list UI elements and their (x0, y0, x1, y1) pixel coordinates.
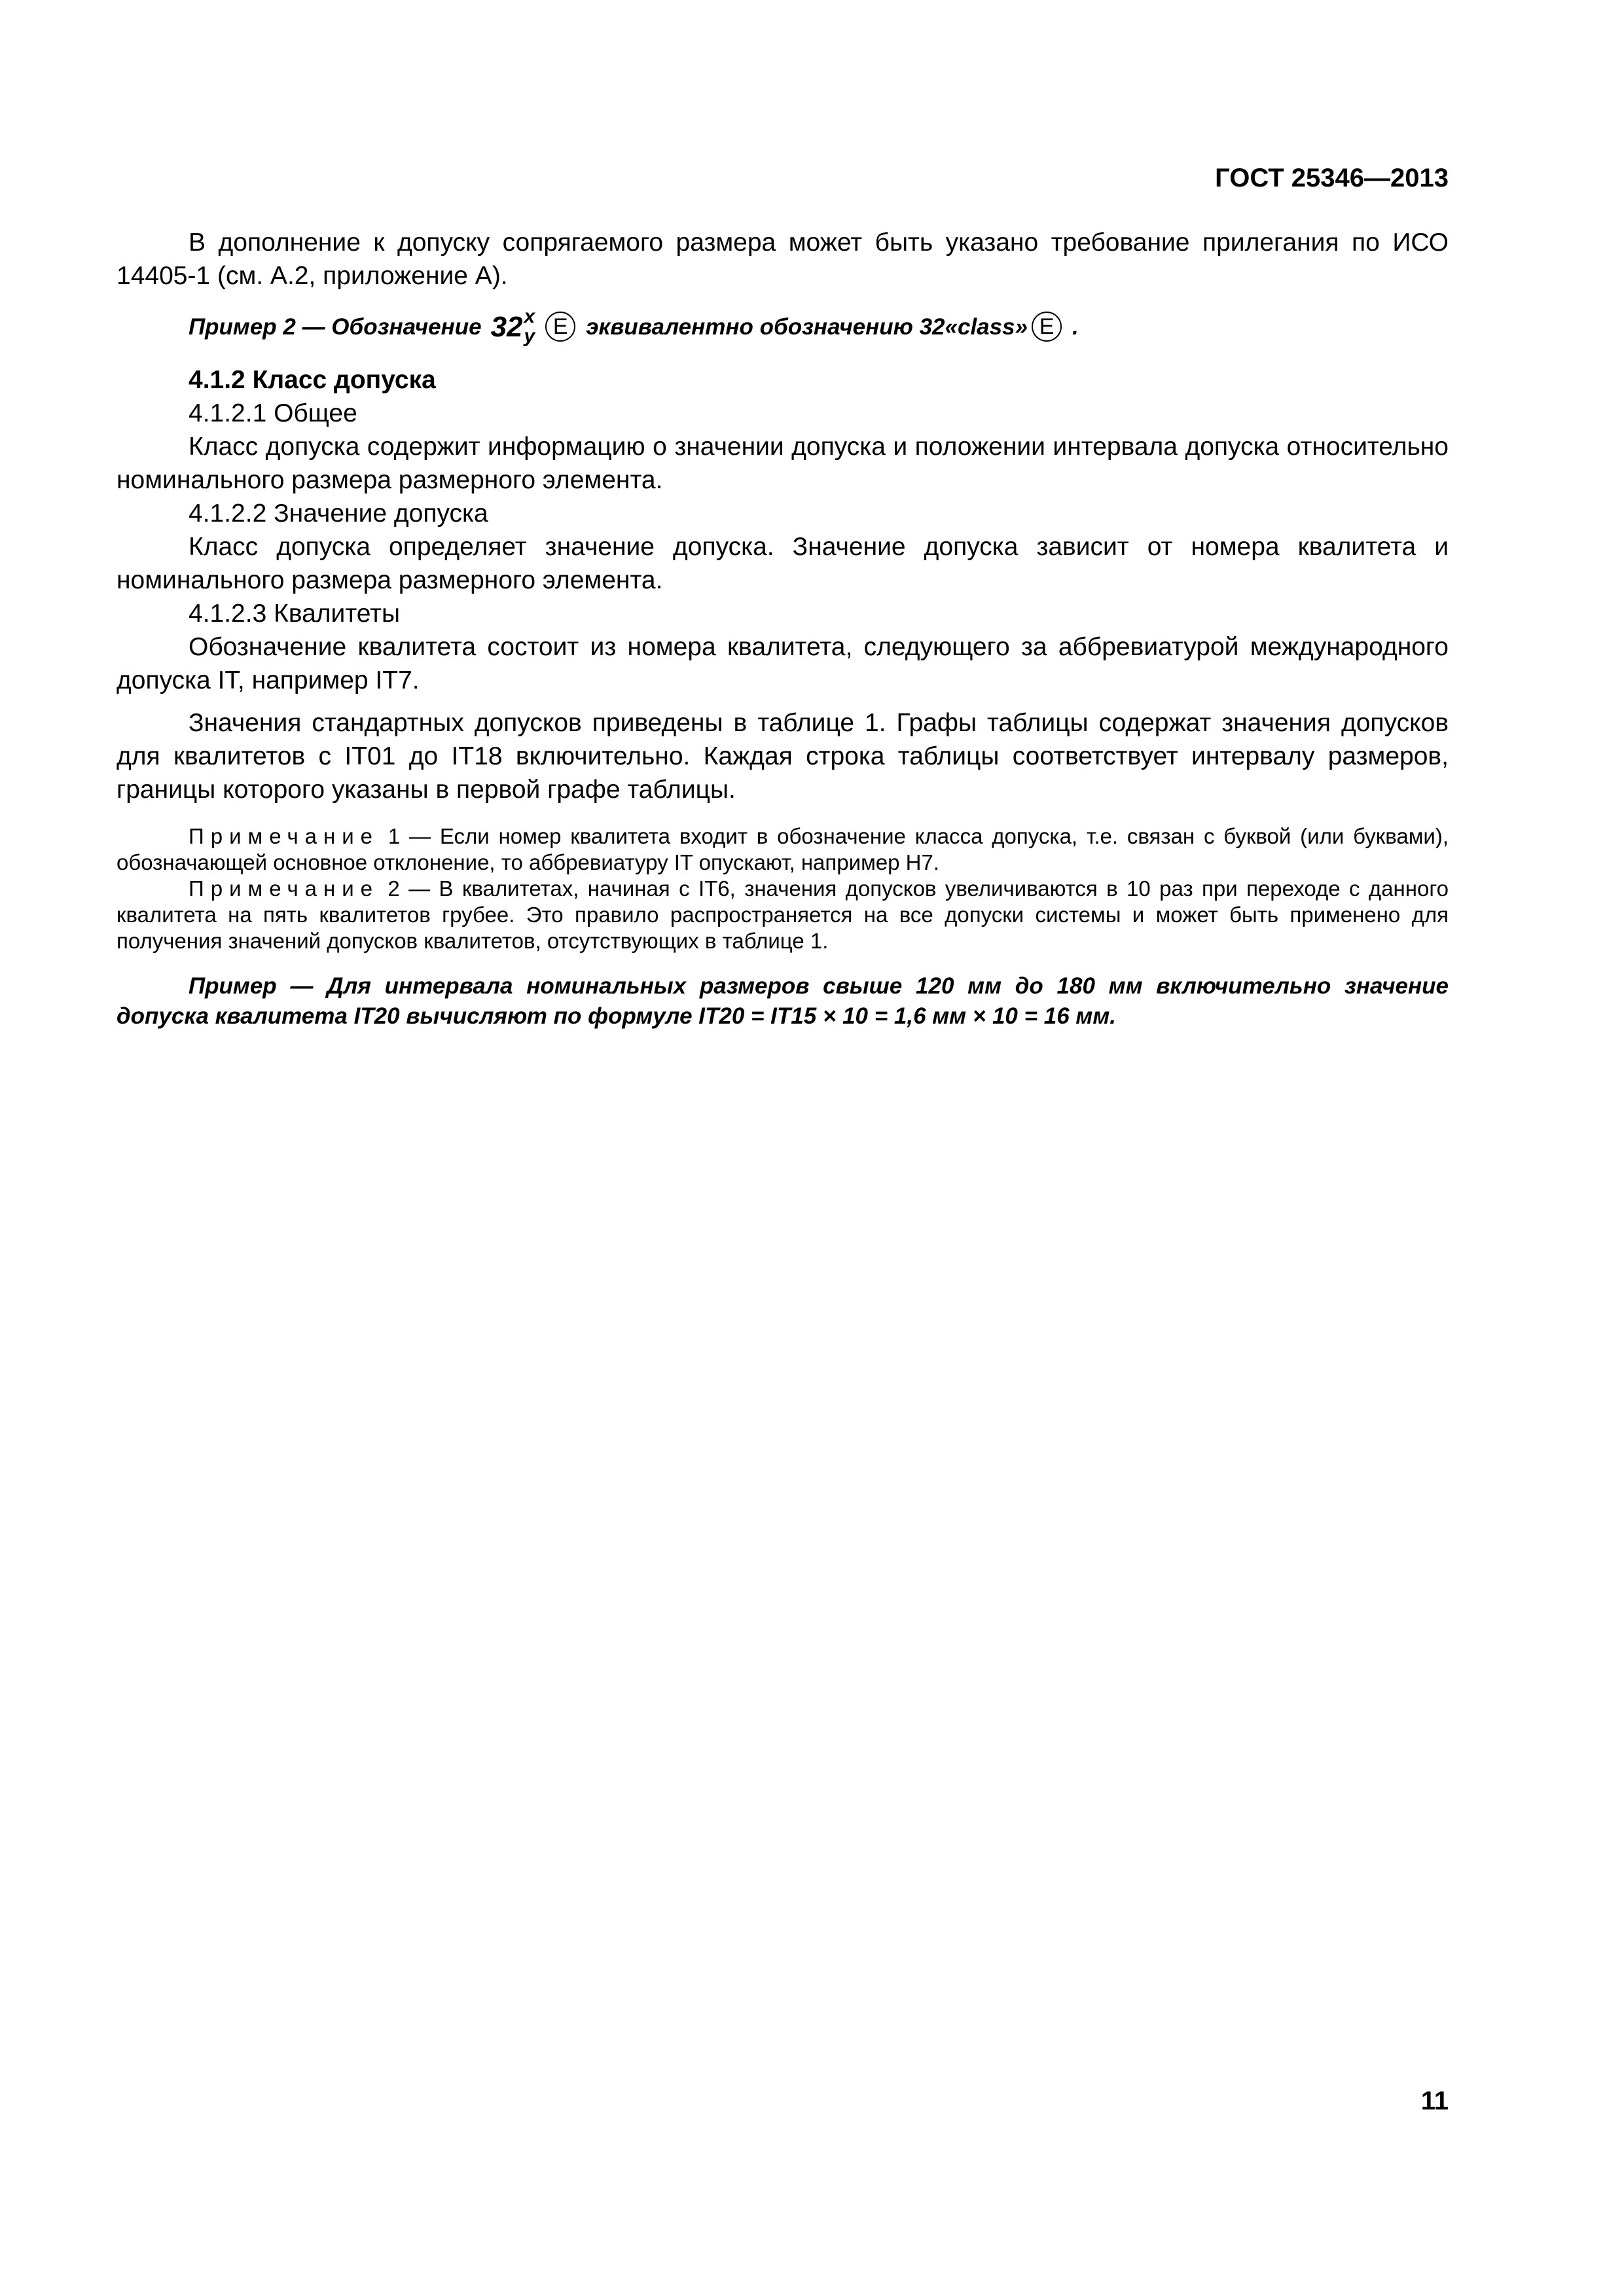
heading-4-1-2-3: 4.1.2.3 Квалитеты (189, 600, 401, 628)
note-1-label: Примечание (189, 824, 380, 848)
example-2 (117, 299, 1449, 354)
formula-subscript: y (524, 325, 535, 347)
paragraph-fit-requirement: В дополнение к допуску сопрягаемого размера может быть указано требование прилегания по ИСО 14405-1 (см. А.2, приложение А). (117, 228, 1449, 290)
envelope-requirement-symbol-2: E (1032, 312, 1062, 342)
paragraph-4-1-2-3-b: Значения стандартных допусков приведены в таблице 1. Графы таблицы содержат значения допусков для квалитетов с IT01 до IT18 включительно. Каждая строка таблицы соответствует интервалу размеров, границы которого указаны в первой графе таблицы. (117, 709, 1449, 804)
formula-superscript: x (524, 306, 535, 327)
formula-number: 32 (490, 310, 523, 343)
example-2-prefix: Пример 2 — Обозначение (189, 314, 482, 340)
paragraph-4-1-2-3-a: Обозначение квалитета состоит из номера квалитета, следующего за аббревиатурой международного допуска IT, например IT7. (117, 633, 1449, 694)
note-2-text: 2 — В квалитетах, начиная с IT6, значения допусков увеличиваются в 10 раз при переходе с данного квалитета на пять квалитетов грубее. Это правило распространяется на все допуски системы и может быть применено для получения значений допусков квалитетов, отсутствующих в таблице 1. (117, 876, 1449, 953)
heading-4-1-2: 4.1.2 Класс допуска (189, 366, 436, 394)
paragraph-4-1-2-2: Класс допуска определяет значение допуска. Значение допуска зависит от номера квалитета и номинального размера размерного элемента. (117, 533, 1449, 594)
heading-4-1-2-2: 4.1.2.2 Значение допуска (189, 499, 488, 528)
envelope-requirement-symbol: E (545, 312, 575, 342)
note-1 (117, 823, 1449, 876)
example-2-middle: эквивалентно обозначению 32«class» (586, 314, 1028, 340)
page-number: 11 (1420, 2087, 1449, 2115)
example-2-end: . (1072, 314, 1079, 340)
document-code-header: ГОСТ 25346—2013 (1215, 164, 1449, 192)
formula-32xy (491, 307, 535, 346)
example-final: Пример — Для интервала номинальных размеров свыше 120 мм до 180 мм включительно значение допуска квалитета IT20 вычисляют по формуле IT20 = IT15 × 10 = 1,6 мм × 10 = 16 мм. (117, 973, 1449, 1029)
document-body (117, 226, 1449, 1031)
heading-4-1-2-1: 4.1.2.1 Общее (189, 399, 357, 427)
note-2-label: Примечание (189, 876, 380, 901)
note-2 (117, 876, 1449, 954)
paragraph-4-1-2-1: Класс допуска содержит информацию о значении допуска и положении интервала допуска относительно номинального размера размерного элемента. (117, 433, 1449, 494)
note-1-text: 1 — Если номер квалитета входит в обозначение класса допуска, т.е. связан с буквой (или буквами), обозначающей основное отклонение, то аббревиатуру IT опускают, например H7. (117, 824, 1449, 874)
